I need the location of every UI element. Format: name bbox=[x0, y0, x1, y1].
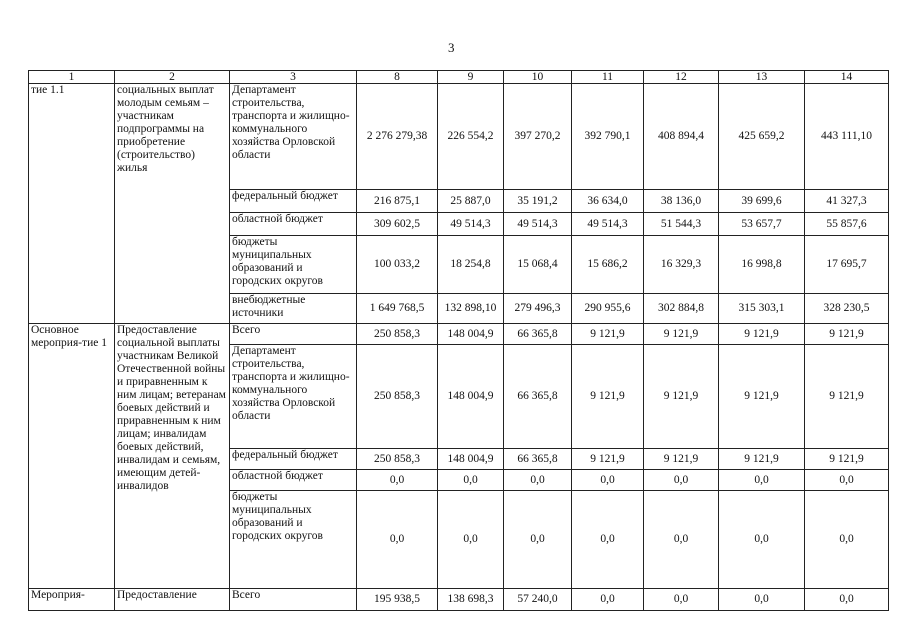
funding-source: бюджеты муниципальных образований и городских округов bbox=[230, 491, 357, 589]
value-cell: 53 657,7 bbox=[719, 213, 805, 236]
value-cell: 9 121,9 bbox=[719, 449, 805, 470]
funding-source: Всего bbox=[230, 324, 357, 345]
value-cell: 100 033,2 bbox=[357, 236, 438, 294]
event-name: Основное мероприя-тие 1 bbox=[29, 324, 115, 589]
value-cell: 2 276 279,38 bbox=[357, 84, 438, 190]
value-cell: 309 602,5 bbox=[357, 213, 438, 236]
value-cell: 36 634,0 bbox=[572, 190, 644, 213]
value-cell: 216 875,1 bbox=[357, 190, 438, 213]
value-cell: 392 790,1 bbox=[572, 84, 644, 190]
value-cell: 49 514,3 bbox=[504, 213, 572, 236]
value-cell: 0,0 bbox=[504, 491, 572, 589]
funding-source: Департамент строительства, транспорта и жилищно-коммунального хозяйства Орловской области bbox=[230, 345, 357, 449]
funding-source: Всего bbox=[230, 589, 357, 611]
value-cell: 0,0 bbox=[438, 491, 504, 589]
column-header: 14 bbox=[805, 71, 889, 84]
value-cell: 15 686,2 bbox=[572, 236, 644, 294]
value-cell: 9 121,9 bbox=[805, 345, 889, 449]
column-header: 3 bbox=[230, 71, 357, 84]
value-cell: 0,0 bbox=[438, 470, 504, 491]
value-cell: 397 270,2 bbox=[504, 84, 572, 190]
funding-source: областной бюджет bbox=[230, 470, 357, 491]
value-cell: 9 121,9 bbox=[644, 345, 719, 449]
header-row bbox=[29, 71, 889, 84]
column-header: 10 bbox=[504, 71, 572, 84]
event-description: Предоставление социальной выплаты участникам Великой Отечественной войны и приравненным к ним лицам; ветеранам боевых действий и приравненным к ним лицам; инвалидам боевых действий, инвалидам и семьям, имеющим детей-инвалидов bbox=[115, 324, 230, 589]
value-cell: 408 894,4 bbox=[644, 84, 719, 190]
value-cell: 9 121,9 bbox=[719, 345, 805, 449]
value-cell: 1 649 768,5 bbox=[357, 294, 438, 324]
column-header: 2 bbox=[115, 71, 230, 84]
value-cell: 9 121,9 bbox=[805, 449, 889, 470]
value-cell: 9 121,9 bbox=[572, 345, 644, 449]
funding-source: федеральный бюджет bbox=[230, 449, 357, 470]
value-cell: 9 121,9 bbox=[644, 449, 719, 470]
value-cell: 9 121,9 bbox=[644, 324, 719, 345]
value-cell: 0,0 bbox=[719, 589, 805, 611]
column-header: 9 bbox=[438, 71, 504, 84]
funding-source: федеральный бюджет bbox=[230, 190, 357, 213]
value-cell: 328 230,5 bbox=[805, 294, 889, 324]
table-row bbox=[29, 324, 889, 345]
value-cell: 0,0 bbox=[719, 491, 805, 589]
funding-source: внебюджетные источники bbox=[230, 294, 357, 324]
value-cell: 0,0 bbox=[572, 470, 644, 491]
event-description: социальных выплат молодым семьям – участникам подпрограммы на приобретение (строительство) жилья bbox=[115, 84, 230, 324]
event-description: Предоставление bbox=[115, 589, 230, 611]
value-cell: 138 698,3 bbox=[438, 589, 504, 611]
funding-source: областной бюджет bbox=[230, 213, 357, 236]
value-cell: 195 938,5 bbox=[357, 589, 438, 611]
value-cell: 279 496,3 bbox=[504, 294, 572, 324]
value-cell: 49 514,3 bbox=[572, 213, 644, 236]
value-cell: 51 544,3 bbox=[644, 213, 719, 236]
value-cell: 25 887,0 bbox=[438, 190, 504, 213]
value-cell: 9 121,9 bbox=[805, 324, 889, 345]
column-header: 8 bbox=[357, 71, 438, 84]
value-cell: 0,0 bbox=[572, 491, 644, 589]
value-cell: 148 004,9 bbox=[438, 449, 504, 470]
value-cell: 16 998,8 bbox=[719, 236, 805, 294]
value-cell: 66 365,8 bbox=[504, 449, 572, 470]
value-cell: 148 004,9 bbox=[438, 324, 504, 345]
value-cell: 18 254,8 bbox=[438, 236, 504, 294]
column-header: 12 bbox=[644, 71, 719, 84]
column-header: 11 bbox=[572, 71, 644, 84]
value-cell: 315 303,1 bbox=[719, 294, 805, 324]
event-name: Мероприя- bbox=[29, 589, 115, 611]
value-cell: 39 699,6 bbox=[719, 190, 805, 213]
table-row bbox=[29, 84, 889, 190]
value-cell: 9 121,9 bbox=[719, 324, 805, 345]
value-cell: 226 554,2 bbox=[438, 84, 504, 190]
value-cell: 250 858,3 bbox=[357, 449, 438, 470]
value-cell: 9 121,9 bbox=[572, 449, 644, 470]
value-cell: 0,0 bbox=[805, 589, 889, 611]
value-cell: 250 858,3 bbox=[357, 324, 438, 345]
value-cell: 49 514,3 bbox=[438, 213, 504, 236]
value-cell: 66 365,8 bbox=[504, 324, 572, 345]
value-cell: 0,0 bbox=[357, 470, 438, 491]
value-cell: 17 695,7 bbox=[805, 236, 889, 294]
value-cell: 0,0 bbox=[644, 470, 719, 491]
column-header: 13 bbox=[719, 71, 805, 84]
value-cell: 35 191,2 bbox=[504, 190, 572, 213]
value-cell: 0,0 bbox=[504, 470, 572, 491]
page-number: 3 bbox=[448, 40, 455, 55]
value-cell: 0,0 bbox=[572, 589, 644, 611]
budget-table bbox=[28, 70, 889, 611]
value-cell: 16 329,3 bbox=[644, 236, 719, 294]
value-cell: 148 004,9 bbox=[438, 345, 504, 449]
value-cell: 425 659,2 bbox=[719, 84, 805, 190]
table-row bbox=[29, 589, 889, 611]
value-cell: 0,0 bbox=[644, 491, 719, 589]
value-cell: 443 111,10 bbox=[805, 84, 889, 190]
value-cell: 57 240,0 bbox=[504, 589, 572, 611]
value-cell: 250 858,3 bbox=[357, 345, 438, 449]
funding-source: бюджеты муниципальных образований и городских округов bbox=[230, 236, 357, 294]
value-cell: 55 857,6 bbox=[805, 213, 889, 236]
value-cell: 0,0 bbox=[357, 491, 438, 589]
value-cell: 290 955,6 bbox=[572, 294, 644, 324]
column-header: 1 bbox=[29, 71, 115, 84]
value-cell: 0,0 bbox=[805, 491, 889, 589]
value-cell: 0,0 bbox=[805, 470, 889, 491]
value-cell: 0,0 bbox=[644, 589, 719, 611]
value-cell: 66 365,8 bbox=[504, 345, 572, 449]
funding-source: Департамент строительства, транспорта и жилищно-коммунального хозяйства Орловской области bbox=[230, 84, 357, 190]
value-cell: 302 884,8 bbox=[644, 294, 719, 324]
value-cell: 132 898,10 bbox=[438, 294, 504, 324]
value-cell: 0,0 bbox=[719, 470, 805, 491]
value-cell: 38 136,0 bbox=[644, 190, 719, 213]
event-name: тие 1.1 bbox=[29, 84, 115, 324]
value-cell: 9 121,9 bbox=[572, 324, 644, 345]
value-cell: 15 068,4 bbox=[504, 236, 572, 294]
value-cell: 41 327,3 bbox=[805, 190, 889, 213]
